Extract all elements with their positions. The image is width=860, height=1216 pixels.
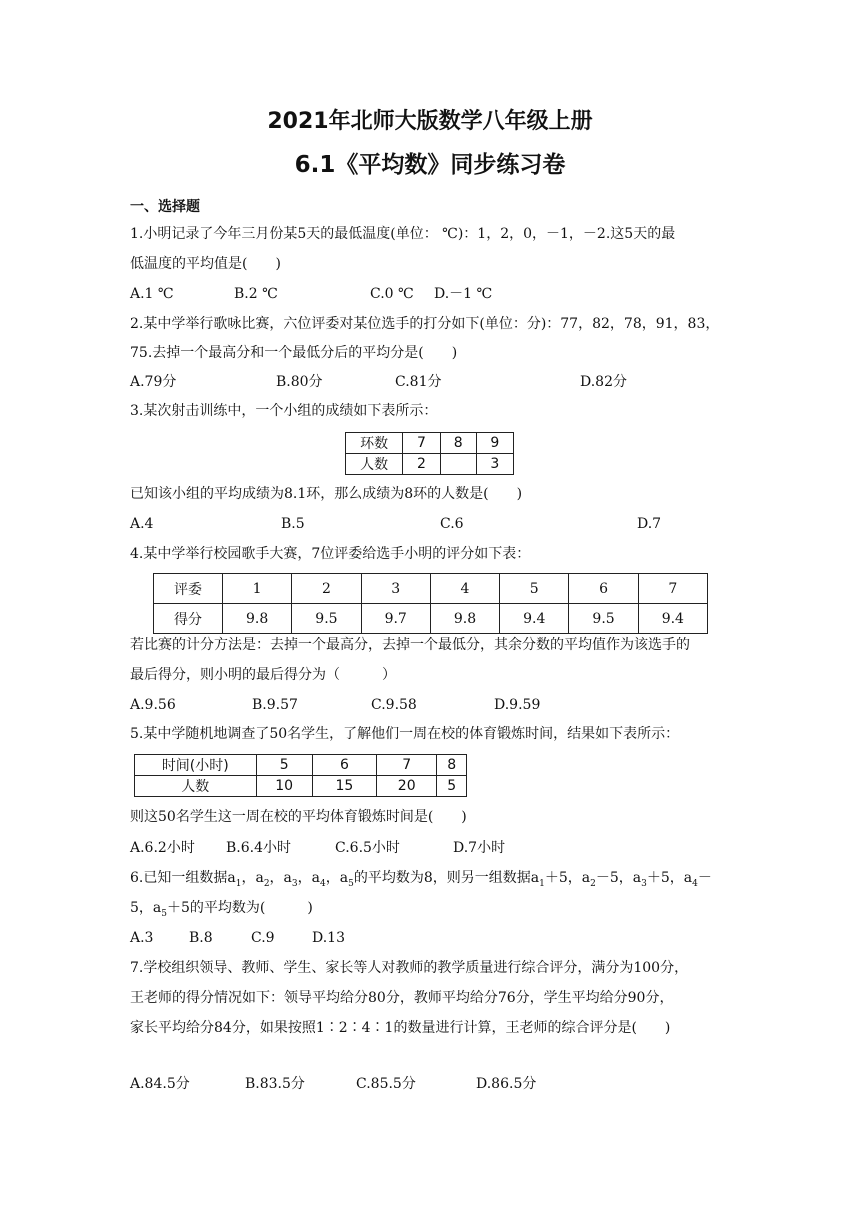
question-5-option-d: D.7小时 bbox=[453, 840, 506, 856]
table-cell: 7 bbox=[377, 755, 437, 776]
table-cell: 4 bbox=[430, 574, 499, 604]
question-1-option-c: C.0 ℃ bbox=[370, 286, 414, 302]
table-cell: 5 bbox=[500, 574, 569, 604]
table-cell: 9.7 bbox=[361, 604, 430, 634]
document-subtitle: 6.1《平均数》同步练习卷 bbox=[294, 152, 566, 178]
table-cell: 1 bbox=[223, 574, 292, 604]
question-1-line-1: 1.小明记录了今年三月份某5天的最低温度(单位： ℃)：1，2，0，－1，－2.这5天的最 bbox=[130, 226, 676, 242]
question-3-option-b: B.5 bbox=[281, 516, 305, 532]
table-cell: 6 bbox=[312, 755, 376, 776]
table-cell: 15 bbox=[312, 776, 376, 797]
table-cell: 9.4 bbox=[638, 604, 707, 634]
table-cell: 9.4 bbox=[500, 604, 569, 634]
table-cell: 8 bbox=[440, 433, 476, 454]
question-6-option-b: B.8 bbox=[189, 930, 213, 946]
question-3-option-d: D.7 bbox=[637, 516, 662, 532]
table-cell: 9.8 bbox=[223, 604, 292, 634]
table-cell: 得分 bbox=[154, 604, 223, 634]
table-cell: 环数 bbox=[346, 433, 403, 454]
question-4-option-d: D.9.59 bbox=[494, 697, 541, 713]
question-7-line-3: 家长平均给分84分，如果按照1∶2∶4∶1的数量进行计算，王老师的综合评分是( ) bbox=[130, 1020, 671, 1036]
question-7-option-a: A.84.5分 bbox=[130, 1076, 190, 1092]
question-7-option-b: B.83.5分 bbox=[245, 1076, 305, 1092]
table-cell: 3 bbox=[476, 454, 513, 475]
table-cell: 时间(小时) bbox=[135, 755, 257, 776]
question-2-option-d: D.82分 bbox=[580, 374, 627, 390]
question-7-line-1: 7.学校组织领导、教师、学生、家长等人对教师的教学质量进行综合评分，满分为100分， bbox=[130, 960, 689, 976]
question-6-line-1: 6.已知一组数据$a_1$，$a_2$，$a_3$，$a_4$，$a_5$的平均数为8，则另一组数据$a_1+5$，$a_2-5$，$a_3+5$，$a_4-$ bbox=[130, 870, 712, 889]
section-heading: 一、选择题 bbox=[130, 199, 200, 215]
question-6-line-2: 5，$a_5+5$的平均数为( ) bbox=[130, 900, 313, 919]
question-3-option-c: C.6 bbox=[440, 516, 464, 532]
table-cell: 10 bbox=[256, 776, 312, 797]
table-cell: 7 bbox=[403, 433, 440, 454]
question-1-option-a: A.1 ℃ bbox=[130, 286, 174, 302]
table-cell bbox=[440, 454, 476, 475]
table-cell: 7 bbox=[638, 574, 707, 604]
question-5-table bbox=[134, 754, 467, 797]
question-4-line-3: 最后得分，则小明的最后得分为（ ） bbox=[130, 667, 396, 683]
question-1-line-2: 低温度的平均值是( ) bbox=[130, 256, 281, 272]
table-cell: 人数 bbox=[346, 454, 403, 475]
question-1-option-d: D.－1 ℃ bbox=[434, 286, 493, 302]
question-7-option-d: D.86.5分 bbox=[476, 1076, 537, 1092]
question-5-option-a: A.6.2小时 bbox=[130, 840, 195, 856]
question-5-line-2: 则这50名学生这一周在校的平均体育锻炼时间是( ) bbox=[130, 809, 467, 825]
table-cell: 2 bbox=[292, 574, 361, 604]
question-2-option-a: A.79分 bbox=[130, 374, 177, 390]
question-5-option-c: C.6.5小时 bbox=[335, 840, 400, 856]
table-cell: 20 bbox=[377, 776, 437, 797]
question-4-line-1: 4.某中学举行校园歌手大赛，7位评委给选手小明的评分如下表： bbox=[130, 546, 531, 562]
table-cell: 9 bbox=[476, 433, 513, 454]
table-cell: 9.8 bbox=[430, 604, 499, 634]
table-cell: 9.5 bbox=[569, 604, 638, 634]
question-6-option-a: A.3 bbox=[130, 930, 154, 946]
question-3-line-2: 已知该小组的平均成绩为8.1环，那么成绩为8环的人数是( ) bbox=[130, 486, 523, 502]
question-4-option-c: C.9.58 bbox=[371, 697, 417, 713]
table-cell: 5 bbox=[437, 776, 467, 797]
question-2-line-1: 2.某中学举行歌咏比赛，六位评委对某位选手的打分如下(单位：分)：77，82，78，91，83， bbox=[130, 316, 720, 332]
table-cell: 8 bbox=[437, 755, 467, 776]
table-cell: 3 bbox=[361, 574, 430, 604]
question-6-option-c: C.9 bbox=[251, 930, 275, 946]
question-2-option-c: C.81分 bbox=[395, 374, 442, 390]
question-3-option-a: A.4 bbox=[130, 516, 154, 532]
question-3-line-1: 3.某次射击训练中，一个小组的成绩如下表所示： bbox=[130, 403, 438, 419]
table-cell: 5 bbox=[256, 755, 312, 776]
table-cell: 评委 bbox=[154, 574, 223, 604]
table-cell: 9.5 bbox=[292, 604, 361, 634]
question-4-table bbox=[153, 573, 708, 634]
question-5-line-1: 5.某中学随机地调查了50名学生，了解他们一周在校的体育锻炼时间，结果如下表所示： bbox=[130, 726, 680, 742]
question-2-line-2: 75.去掉一个最高分和一个最低分后的平均分是( ) bbox=[130, 345, 458, 361]
question-6-option-d: D.13 bbox=[312, 930, 345, 946]
question-3-table bbox=[345, 432, 514, 475]
question-7-line-2: 王老师的得分情况如下：领导平均给分80分，教师平均给分76分，学生平均给分90分， bbox=[130, 990, 674, 1006]
document-title: 2021年北师大版数学八年级上册 bbox=[267, 109, 593, 134]
question-2-option-b: B.80分 bbox=[276, 374, 323, 390]
question-7-option-c: C.85.5分 bbox=[356, 1076, 416, 1092]
table-cell: 6 bbox=[569, 574, 638, 604]
table-cell: 2 bbox=[403, 454, 440, 475]
table-cell: 人数 bbox=[135, 776, 257, 797]
question-4-option-a: A.9.56 bbox=[130, 697, 176, 713]
question-5-option-b: B.6.4小时 bbox=[226, 840, 292, 856]
question-1-option-b: B.2 ℃ bbox=[234, 286, 278, 302]
question-4-option-b: B.9.57 bbox=[252, 697, 298, 713]
question-4-line-2: 若比赛的计分方法是：去掉一个最高分，去掉一个最低分，其余分数的平均值作为该选手的 bbox=[130, 637, 690, 653]
